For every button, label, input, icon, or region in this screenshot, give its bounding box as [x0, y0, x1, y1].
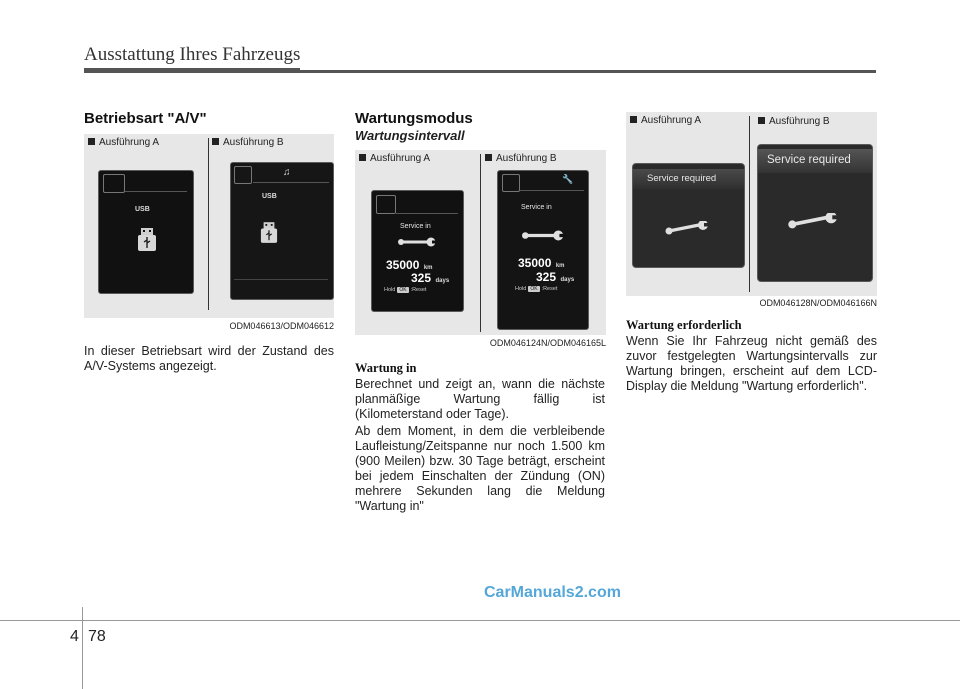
- page-number: 78: [88, 628, 106, 645]
- service-required-figure: [626, 112, 877, 296]
- km-readout: 35000 km: [386, 258, 433, 272]
- figure-divider: [749, 116, 750, 292]
- lcd-screen-b: [230, 162, 334, 300]
- chapter-number: 4: [70, 628, 79, 645]
- lcd-screen-service-required-a: [632, 163, 745, 268]
- mode-box-icon: [234, 166, 252, 184]
- hold-ok-reset-hint: Hold OK :Reset: [384, 287, 427, 293]
- subtitle-maintenance-interval: Wartungsintervall: [355, 128, 465, 143]
- section-title-maintenance: Wartungsmodus: [355, 110, 473, 127]
- service-in-label: Service in: [400, 223, 431, 230]
- wrench-icon: [665, 221, 711, 235]
- figure-divider: [480, 154, 481, 332]
- usb-label: USB: [262, 193, 277, 200]
- lcd-screen-service-b: [497, 170, 589, 330]
- footer-vertical-rule: [82, 607, 83, 689]
- footer-rule: [0, 620, 960, 621]
- service-required-label: Service required: [647, 173, 717, 184]
- usb-icon: [260, 222, 278, 244]
- wrench-icon: [784, 213, 844, 229]
- section-title-av-mode: Betriebsart "A/V": [84, 110, 207, 127]
- figure-caption-av: ODM046613/ODM046612: [229, 321, 334, 331]
- usb-label: USB: [135, 206, 150, 213]
- lcd-screen-service-required-b: [757, 144, 873, 282]
- figure-caption-service-required: ODM046128N/ODM046166N: [759, 298, 877, 308]
- wartung-in-paragraph-1: Berechnet und zeigt an, wann die nächste planmäßige Wartung fällig ist (Kilometerstand oder Tage).: [355, 377, 605, 421]
- km-readout: 35000 km: [518, 256, 565, 270]
- wartung-erforderlich-paragraph: Wenn Sie Ihr Fahrzeug nicht gemäß des zuvor festgelegten Wartungsintervalls zur Wartung bringen, erscheint auf dem LCD-Display die Meldung "Wartung erforderlich".: [626, 334, 877, 393]
- heading-wartung-erforderlich: Wartung erforderlich: [626, 318, 742, 332]
- square-bullet-icon: [630, 116, 637, 123]
- service-required-label: Service required: [767, 154, 851, 166]
- figure-label-b: Ausführung B: [212, 137, 284, 148]
- heading-wartung-in: Wartung in: [355, 361, 417, 375]
- figure-label-b: Ausführung B: [485, 153, 557, 164]
- figure-label-a: Ausführung A: [88, 137, 159, 148]
- mode-box-icon: [502, 174, 520, 192]
- music-note-icon: ♫: [283, 167, 291, 178]
- days-readout: 325 days: [411, 271, 450, 285]
- days-readout: 325 days: [536, 270, 575, 284]
- service-interval-figure: [355, 150, 606, 335]
- page-header-title: Ausstattung Ihres Fahrzeugs: [84, 44, 301, 65]
- mode-box-icon: [376, 195, 396, 214]
- square-bullet-icon: [485, 154, 492, 161]
- lcd-screen-a: [98, 170, 194, 294]
- square-bullet-icon: [758, 117, 765, 124]
- watermark-link[interactable]: CarManuals2.com: [484, 584, 621, 601]
- wartung-in-paragraph-2: Ab dem Moment, in dem die verbleibende Laufleistung/Zeitspanne nur noch 1.500 km (900 Meilen) bzw. 30 Tage beträgt, erscheint bei jedem Einschalten der Zündung (ON) mehrere Sekunden lang die Meldung "Wartung in": [355, 424, 605, 513]
- wrench-icon: [398, 237, 438, 247]
- figure-divider: [208, 138, 209, 310]
- mode-box-icon: [103, 174, 125, 193]
- wrench-icon: [522, 230, 566, 241]
- header-rule-accent: [84, 68, 300, 73]
- square-bullet-icon: [212, 138, 219, 145]
- av-mode-figure: [84, 134, 334, 318]
- square-bullet-icon: [88, 138, 95, 145]
- wrench-small-icon: 🔧: [562, 174, 574, 184]
- av-mode-description: In dieser Betriebsart wird der Zustand des A/V-Systems angezeigt.: [84, 344, 334, 373]
- figure-label-a: Ausführung A: [630, 115, 701, 126]
- service-in-label: Service in: [521, 204, 552, 211]
- figure-caption-service-interval: ODM046124N/ODM046165L: [489, 338, 606, 348]
- usb-icon: [137, 228, 157, 252]
- figure-label-a: Ausführung A: [359, 153, 430, 164]
- figure-label-b: Ausführung B: [758, 116, 830, 127]
- hold-ok-reset-hint: Hold OK :Reset: [515, 286, 558, 292]
- lcd-screen-service-a: [371, 190, 464, 312]
- square-bullet-icon: [359, 154, 366, 161]
